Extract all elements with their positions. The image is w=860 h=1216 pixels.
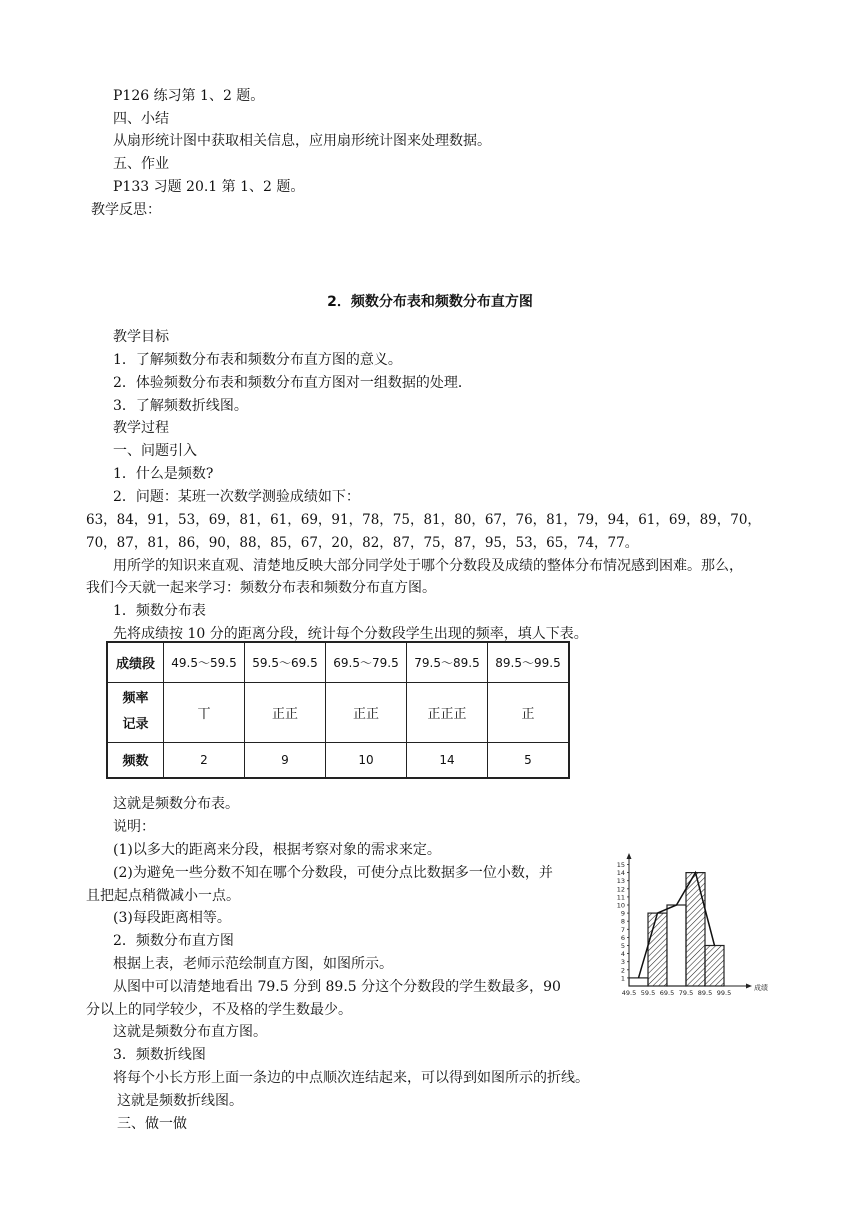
y-tick-label: 4 (620, 950, 625, 959)
header-segment: 成绩段 (107, 642, 164, 682)
y-tick-label: 9 (620, 909, 625, 918)
histogram-para-a: 从图中可以清楚地看出 79.5 分到 89.5 分这个分数段的学生数最多，90 (113, 979, 561, 995)
subheading-table: 1．频数分布表 (113, 603, 206, 619)
tally-cell: 正正正 (407, 682, 488, 742)
x-tick-label: 49.5 (621, 989, 637, 997)
segment-cell: 79.5～89.5 (407, 642, 488, 682)
score-data-line-2: 70，87，81，86，90，88，85，67，20，82，87，75，87，95，53，65，74，77。 (86, 535, 639, 551)
y-tick-label: 14 (616, 869, 625, 878)
question-2: 2．问题：某班一次数学测验成绩如下： (113, 489, 360, 505)
histogram-para-b: 分以上的同学较少，不及格的学生数最少。 (86, 1002, 352, 1018)
count-cell: 9 (245, 742, 326, 778)
y-tick-label: 7 (620, 925, 625, 934)
polyline-intro: 将每个小长方形上面一条边的中点顺次连结起来，可以得到如图所示的折线。 (113, 1070, 589, 1086)
x-tick-label: 89.5 (697, 989, 713, 997)
count-cell: 2 (164, 742, 245, 778)
note-3: (3)每段距离相等。 (113, 910, 231, 926)
intro-heading: 一、问题引入 (113, 443, 197, 459)
segment-cell: 89.5～99.5 (488, 642, 570, 682)
note-heading: 说明： (113, 819, 155, 835)
process-heading: 教学过程 (113, 420, 169, 436)
paragraph-1b: 我们今天就一起来学习：频数分布表和频数分布直方图。 (86, 580, 436, 596)
tally-cell: 正 (488, 682, 570, 742)
score-data-line-1: 63，84，91，53，69，81，61，69，91，78，75，81，80，67，76，81，79，94，61，69，89，70， (86, 512, 761, 528)
y-tick-label: 15 (616, 861, 625, 869)
header-count: 频数 (107, 742, 164, 778)
next-heading: 三、做一做 (117, 1116, 187, 1132)
homework-heading: 五、作业 (113, 156, 169, 172)
x-tick-label: 79.5 (678, 989, 694, 997)
objective-3: 3．了解频数折线图。 (113, 398, 248, 414)
x-axis-label: 成绩 (754, 984, 768, 992)
count-cell: 5 (488, 742, 570, 778)
note-2b: 且把起点稍微减小一点。 (86, 888, 240, 904)
histogram-bar (648, 913, 667, 986)
summary-heading: 四、小结 (113, 111, 169, 127)
segment-cell: 59.5～69.5 (245, 642, 326, 682)
note-1: (1)以多大的距离来分段，根据考察对象的需求来定。 (113, 842, 441, 858)
histogram-intro: 根据上表，老师示范绘制直方图，如图所示。 (113, 956, 393, 972)
objective-2: 2．体验频数分布表和频数分布直方图对一组数据的处理． (113, 375, 472, 391)
y-tick-label: 12 (616, 885, 625, 894)
x-axis-arrow (746, 984, 752, 989)
segment-cell: 49.5～59.5 (164, 642, 245, 682)
y-axis-arrow (627, 853, 632, 859)
table-intro: 先将成绩按 10 分的距离分段，统计每个分数段学生出现的频率，填人下表。 (113, 626, 588, 642)
y-tick-label: 8 (620, 917, 625, 926)
paragraph-1a: 用所学的知识来直观、清楚地反映大部分同学处于哪个分数段及成绩的整体分布情况感到困难。那么， (113, 558, 743, 574)
y-tick-label: 2 (620, 966, 625, 975)
frequency-histogram (596, 850, 771, 1005)
frequency-table (106, 641, 570, 779)
y-tick-label: 10 (616, 901, 625, 910)
count-cell: 14 (407, 742, 488, 778)
objectives-heading: 教学目标 (113, 329, 169, 345)
x-tick-label: 99.5 (716, 989, 732, 997)
header-record (107, 682, 164, 742)
histogram-bar (667, 905, 686, 986)
histogram-bar (686, 873, 705, 986)
subheading-polyline: 3．频数折线图 (113, 1047, 206, 1063)
y-tick-label: 1 (620, 974, 625, 983)
y-tick-label: 11 (616, 893, 625, 902)
x-tick-label: 59.5 (640, 989, 656, 997)
header-record-line1: 频率 (122, 691, 149, 706)
y-tick-label: 13 (616, 877, 625, 886)
histogram-caption: 这就是频数分布直方图。 (113, 1024, 267, 1040)
table-caption: 这就是频数分布表。 (113, 796, 239, 812)
histogram-bar (629, 978, 648, 986)
tally-cell: 丅 (164, 682, 245, 742)
reflection-label: 教学反思： (91, 202, 161, 218)
header-record-line2: 记录 (122, 717, 149, 732)
tally-cell: 正正 (326, 682, 407, 742)
count-cell: 10 (326, 742, 407, 778)
polyline-caption: 这就是频数折线图。 (117, 1093, 243, 1109)
y-tick-label: 5 (620, 942, 625, 950)
tally-cell: 正正 (245, 682, 326, 742)
y-tick-label: 6 (620, 933, 625, 942)
section-title: 2．频数分布表和频数分布直方图 (327, 294, 533, 310)
objective-1: 1．了解频数分布表和频数分布直方图的意义。 (113, 352, 402, 368)
y-tick-label: 3 (620, 958, 625, 967)
segment-cell: 69.5～79.5 (326, 642, 407, 682)
summary-text: 从扇形统计图中获取相关信息，应用扇形统计图来处理数据。 (113, 133, 491, 149)
subheading-histogram: 2．频数分布直方图 (113, 933, 234, 949)
x-tick-label: 69.5 (659, 989, 675, 997)
homework-text: P133 习题 20.1 第 1、2 题。 (113, 179, 305, 195)
note-2a: (2)为避免一些分数不知在哪个分数段，可使分点比数据多一位小数，并 (113, 865, 553, 881)
exercise-line: P126 练习第 1、2 题。 (113, 88, 265, 104)
histogram-bar (705, 946, 724, 987)
question-1: 1．什么是频数? (113, 466, 214, 482)
